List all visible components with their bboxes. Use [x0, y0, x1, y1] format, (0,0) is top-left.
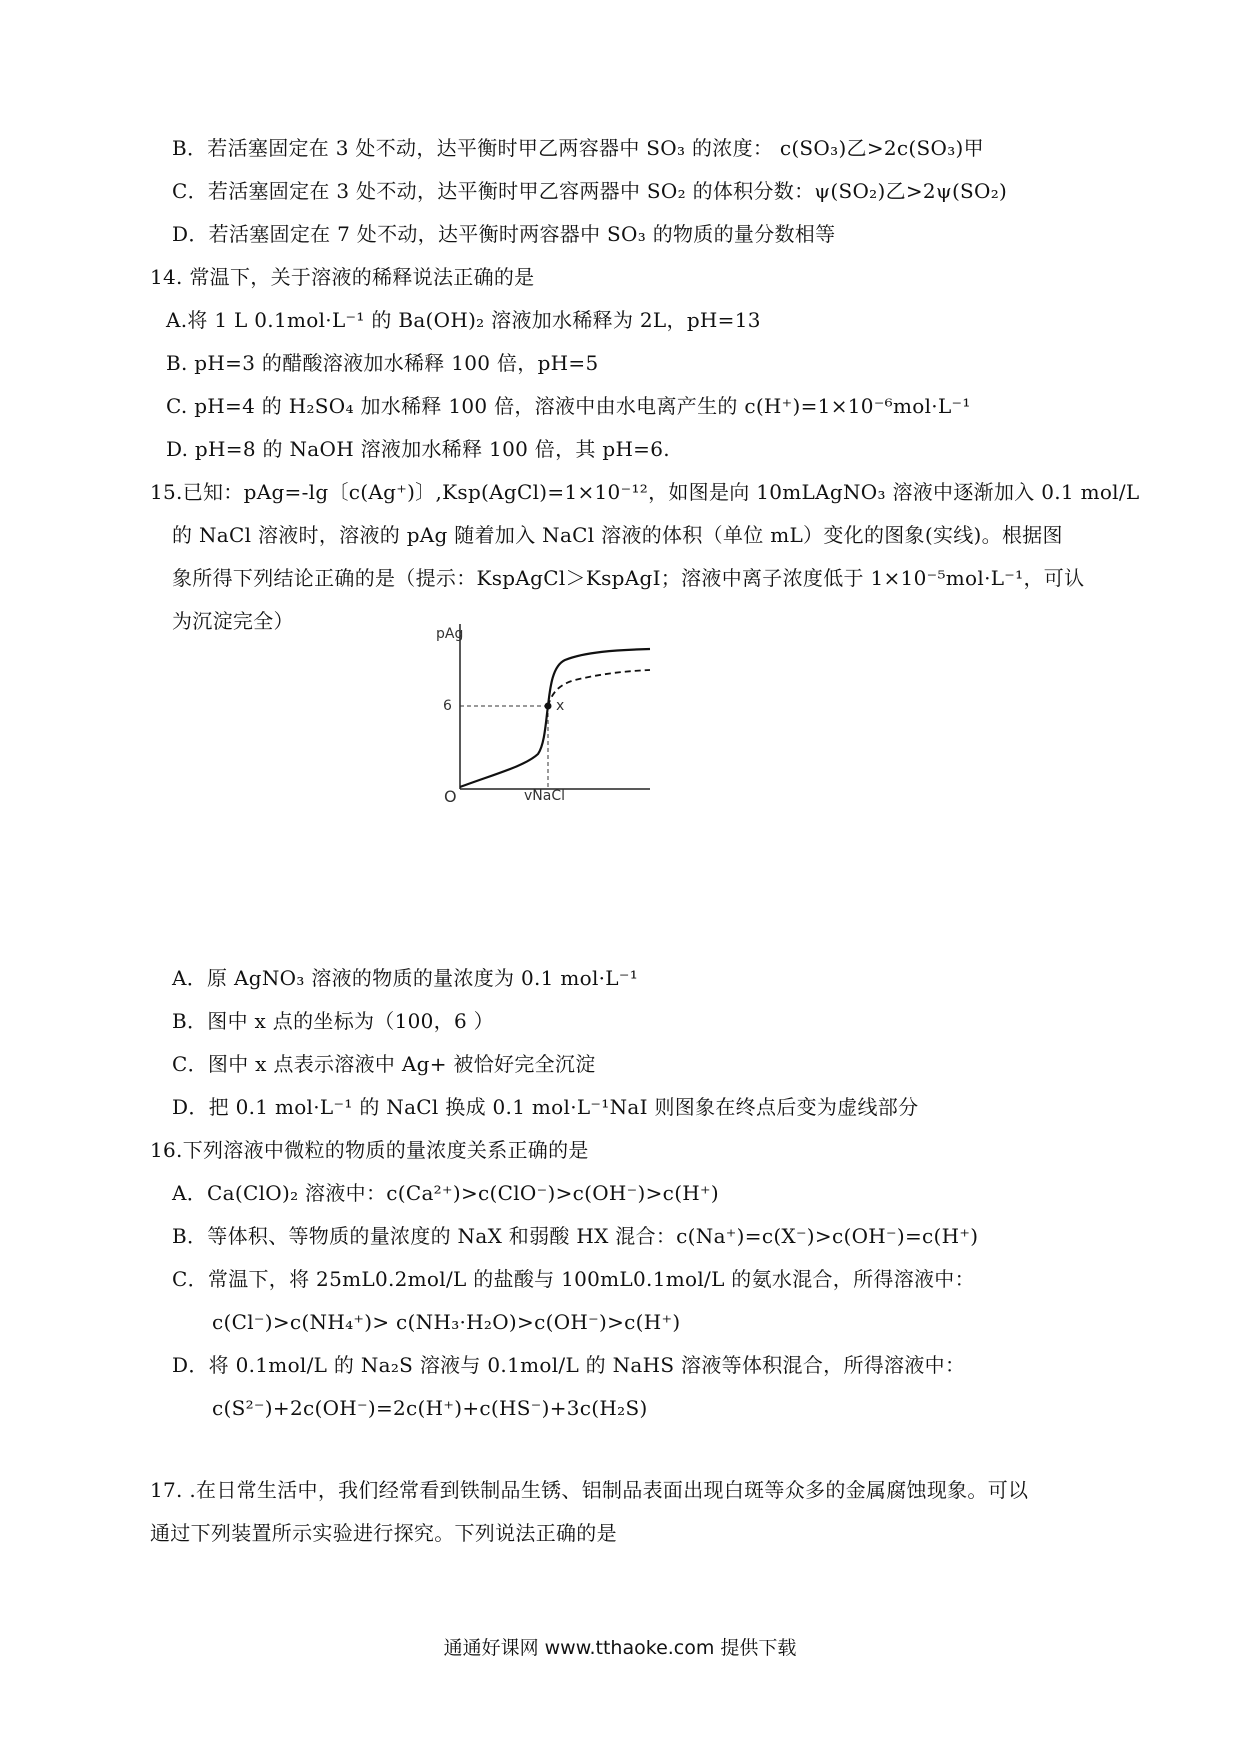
q13-option-b: B．若活塞固定在 3 处不动，达平衡时甲乙两容器中 SO₃ 的浓度： c(SO₃)乙>2c(SO₃)甲 [172, 136, 984, 160]
q14-option-a: A.将 1 L 0.1mol·L⁻¹ 的 Ba(OH)₂ 溶液加水稀释为 2L，pH=13 [166, 308, 761, 332]
y-axis-label: pAg [436, 626, 464, 642]
q16-option-b: B．等体积、等物质的量浓度的 NaX 和弱酸 HX 混合：c(Na⁺)=c(X⁻)>c(OH⁻)=c(H⁺) [172, 1224, 979, 1248]
q14-option-d: D. pH=8 的 NaOH 溶液加水稀释 100 倍，其 pH=6. [166, 437, 670, 461]
origin-label: O [444, 787, 457, 804]
q16-stem: 16.下列溶液中微粒的物质的量浓度关系正确的是 [150, 1138, 589, 1162]
q15-option-c: C．图中 x 点表示溶液中 Ag+ 被恰好完全沉淀 [172, 1052, 596, 1076]
q15-stem-line1: 15.已知：pAg=-lg〔c(Ag⁺)〕,Ksp(AgCl)=1×10⁻¹²，如图是向 10mLAgNO₃ 溶液中逐渐加入 0.1 mol/L [150, 480, 1140, 504]
q16-option-c-line1: C．常温下，将 25mL0.2mol/L 的盐酸与 100mL0.1mol/L 的氨水混合，所得溶液中： [172, 1267, 975, 1291]
solid-titration-curve [460, 649, 650, 787]
point-label: x [556, 698, 565, 714]
page-footer: 通通好课网 www.tthaoke.com 提供下载 [443, 1637, 797, 1659]
q15-option-a: A．原 AgNO₃ 溶液的物质的量浓度为 0.1 mol·L⁻¹ [172, 966, 639, 990]
q14-stem: 14. 常温下，关于溶液的稀释说法正确的是 [150, 265, 535, 289]
q14-option-c: C. pH=4 的 H₂SO₄ 加水稀释 100 倍，溶液中由水电离产生的 c(H⁺)=1×10⁻⁶mol·L⁻¹ [166, 394, 971, 418]
q13-option-d: D．若活塞固定在 7 处不动，达平衡时两容器中 SO₃ 的物质的量分数相等 [172, 222, 836, 246]
q17-stem-line1: 17. .在日常生活中，我们经常看到铁制品生锈、铝制品表面出现白斑等众多的金属腐蚀现象。可以 [150, 1478, 1029, 1502]
point-x-marker [545, 703, 552, 710]
q16-option-a: A．Ca(ClO)₂ 溶液中：c(Ca²⁺)>c(ClO⁻)>c(OH⁻)>c(H⁺) [172, 1181, 719, 1205]
q16-option-d-line2: c(S²⁻)+2c(OH⁻)=2c(H⁺)+c(HS⁻)+3c(H₂S) [212, 1396, 648, 1420]
q16-option-c-line2: c(Cl⁻)>c(NH₄⁺)> c(NH₃·H₂O)>c(OH⁻)>c(H⁺) [212, 1310, 681, 1334]
q17-stem-line2: 通过下列装置所示实验进行探究。下列说法正确的是 [150, 1521, 617, 1545]
q15-stem-line3: 象所得下列结论正确的是（提示：KspAgCl＞KspAgI；溶液中离子浓度低于 1×10⁻⁵mol·L⁻¹，可认 [172, 566, 1085, 590]
pag-titration-figure [400, 604, 660, 804]
q13-option-c: C．若活塞固定在 3 处不动，达平衡时甲乙容两器中 SO₂ 的体积分数：ψ(SO₂)乙>2ψ(SO₂) [172, 179, 1008, 203]
q14-option-b: B. pH=3 的醋酸溶液加水稀释 100 倍，pH=5 [166, 351, 599, 375]
q15-stem-line4: 为沉淀完全） [172, 609, 294, 633]
q15-option-b: B．图中 x 点的坐标为（100，6 ） [172, 1009, 494, 1033]
q15-option-d: D．把 0.1 mol·L⁻¹ 的 NaCl 换成 0.1 mol·L⁻¹NaI 则图象在终点后变为虚线部分 [172, 1095, 919, 1119]
q15-stem-line2: 的 NaCl 溶液时，溶液的 pAg 随着加入 NaCl 溶液的体积（单位 mL）变化的图象(实线)。根据图 [172, 523, 1063, 547]
q16-option-d-line1: D．将 0.1mol/L 的 Na₂S 溶液与 0.1mol/L 的 NaHS 溶液等体积混合，所得溶液中： [172, 1353, 966, 1377]
y-tick-label: 6 [443, 698, 452, 714]
x-axis-label: vNaCl [524, 788, 566, 804]
